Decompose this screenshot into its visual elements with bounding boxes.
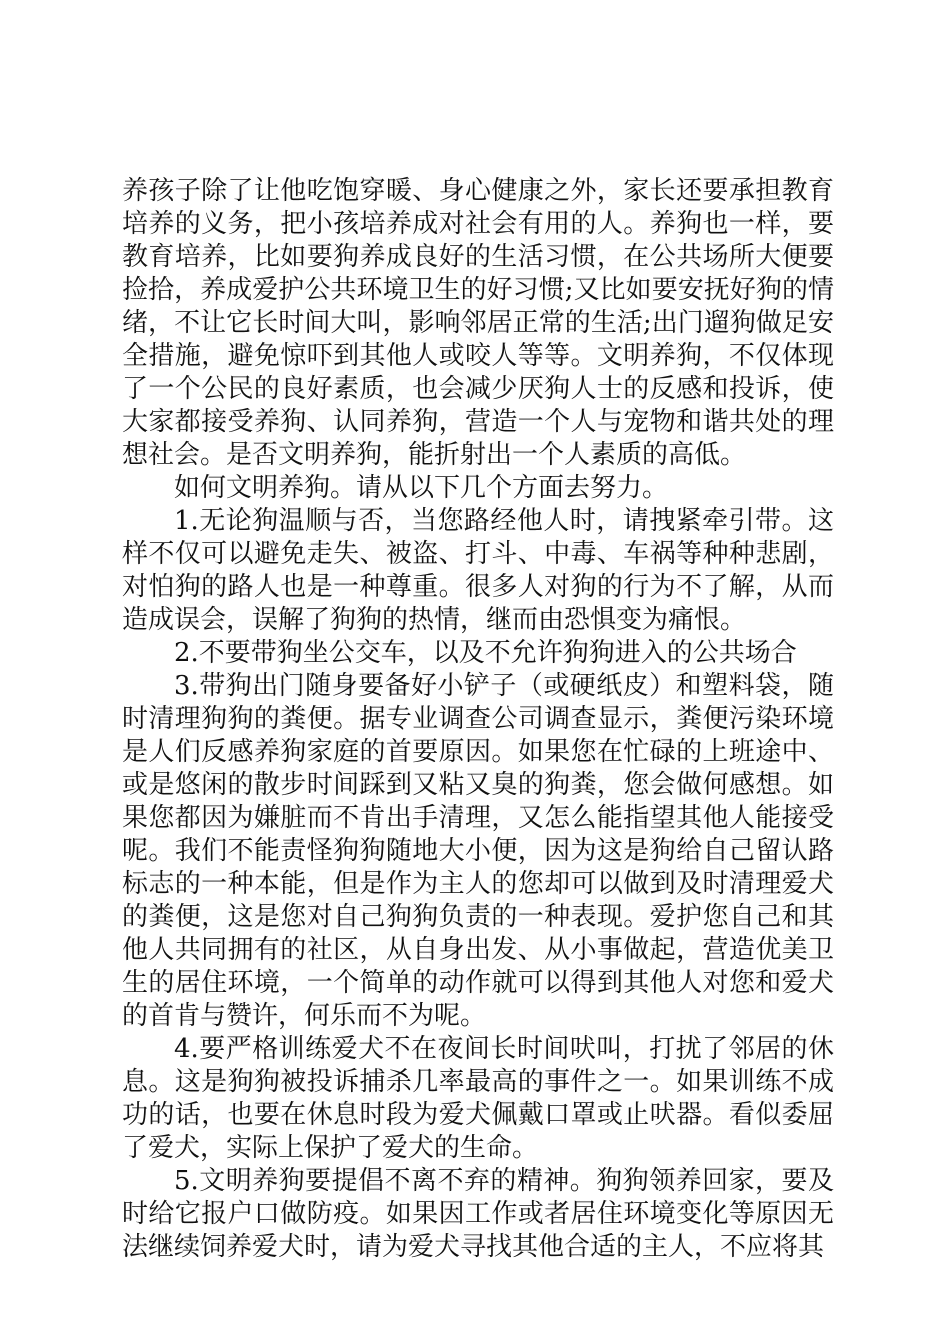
paragraph-item-5: 5.文明养狗要提倡不离不弃的精神。狗狗领养回家，要及时给它报户口做防疫。如果因工作或者居住环境变化等原因无法继续饲养爱犬时，请为爱犬寻找其他合适的主人，不应将其	[122, 1166, 834, 1262]
paragraph-item-2: 2.不要带狗坐公交车，以及不允许狗狗进入的公共场合	[174, 638, 797, 668]
paragraph-intro: 养孩子除了让他吃饱穿暖、身心健康之外，家长还要承担教育培养的义务，把小孩培养成对社会有用的人。养狗也一样，要教育培养，比如要狗养成良好的生活习惯，在公共场所大便要捡拾，养成爱护公共环境卫生的好习惯;又比如要安抚好狗的情绪，不让它长时间大叫，影响邻居正常的生活;出门遛狗做足安全措施，避免惊吓到其他人或咬人等等。文明养狗，不仅体现了一个公民的良好素质，也会减少厌狗人士的反感和投诉，使大家都接受养狗、认同养狗，营造一个人与宠物和谐共处的理想社会。是否文明养狗，能折射出一个人素质的高低。	[122, 176, 834, 470]
paragraph-item-1: 1.无论狗温顺与否，当您路经他人时，请拽紧牵引带。这样不仅可以避免走失、被盗、打斗、中毒、车祸等种种悲剧，对怕狗的路人也是一种尊重。很多人对狗的行为不了解，从而造成误会，误解了狗狗的热情，继而由恐惧变为痛恨。	[122, 506, 834, 635]
paragraph-how-to: 如何文明养狗。请从以下几个方面去努力。	[174, 473, 669, 503]
document-body	[122, 175, 834, 1264]
paragraph-item-3: 3.带狗出门随身要备好小铲子（或硬纸皮）和塑料袋，随时清理狗狗的粪便。据专业调查公司调查显示，粪便污染环境是人们反感养狗家庭的首要原因。如果您在忙碌的上班途中、或是悠闲的散步时间踩到又粘又臭的狗粪，您会做何感想。如果您都因为嫌脏而不肯出手清理，又怎么能指望其他人能接受呢。我们不能责怪狗狗随地大小便，因为这是狗给自己留认路标志的一种本能，但是作为主人的您却可以做到及时清理爱犬的粪便，这是您对自己狗狗负责的一种表现。爱护您自己和其他人共同拥有的社区，从自身出发、从小事做起，营造优美卫生的居住环境，一个简单的动作就可以得到其他人对您和爱犬的首肯与赞许，何乐而不为呢。	[122, 671, 834, 1031]
paragraph-item-4: 4.要严格训练爱犬不在夜间长时间吠叫，打扰了邻居的休息。这是狗狗被投诉捕杀几率最高的事件之一。如果训练不成功的话，也要在休息时段为爱犬佩戴口罩或止吠器。看似委屈了爱犬，实际上保护了爱犬的生命。	[122, 1034, 834, 1163]
